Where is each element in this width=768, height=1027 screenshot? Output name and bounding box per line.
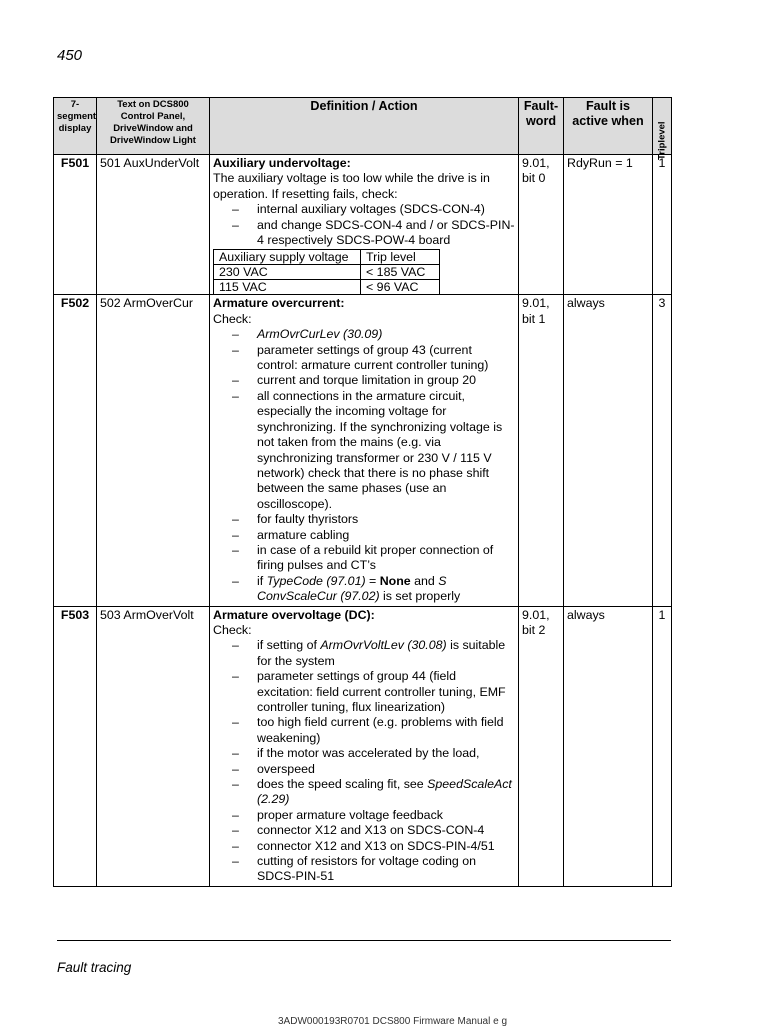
fault-panel-text: 501 AuxUnderVolt: [97, 155, 210, 295]
fault-title: Auxiliary undervoltage:: [213, 156, 351, 170]
list-item: – connector X12 and X13 on SDCS-CON-4: [213, 823, 515, 838]
fault-word-value: 9.01, bit 2: [519, 606, 564, 886]
list-item-text: is set properly: [379, 589, 461, 604]
list-item: – current and torque limitation in group 20: [213, 373, 515, 388]
supply-cell: < 185 VAC: [361, 265, 440, 280]
fault-definition: [210, 295, 519, 606]
header-text-on-panel: Text on DCS800 Control Panel, DriveWindow and DriveWindow Light: [97, 98, 210, 155]
list-item: – too high field current (e.g. problems with field weakening): [213, 715, 515, 746]
header-definition-action: Definition / Action: [210, 98, 519, 155]
header-trip-level-label: Triplevel: [656, 121, 668, 160]
fault-active-when-value: RdyRun = 1: [564, 155, 653, 295]
table-header-row: [54, 98, 672, 155]
fault-title: Armature overcurrent:: [213, 296, 345, 311]
check-list: [213, 202, 515, 248]
list-item-text: if: [257, 573, 267, 588]
fault-panel-text: 502 ArmOverCur: [97, 295, 210, 606]
supply-cell: 115 VAC: [214, 280, 361, 295]
fault-intro: Check:: [213, 311, 252, 326]
list-item-text: does the speed scaling fit, see: [257, 777, 428, 792]
list-item-param: S ConvScaleCur (97.02): [257, 573, 447, 604]
check-list: [213, 327, 515, 604]
header-fault-word: Fault-word: [519, 98, 564, 155]
fault-title: Armature overvoltage (DC):: [213, 607, 375, 622]
fault-active-when-value: always: [564, 295, 653, 606]
list-item: – for faulty thyristors: [213, 512, 515, 527]
fault-word-value: 9.01, bit 0: [519, 155, 564, 295]
table-row: [54, 606, 672, 886]
list-item: – internal auxiliary voltages (SDCS-CON-4): [213, 202, 515, 217]
header-fault-active-when: Fault is active when: [564, 98, 653, 155]
fault-table: [53, 97, 672, 887]
trip-level-value: 3: [653, 295, 672, 606]
check-list: [213, 638, 515, 885]
table-row: [54, 295, 672, 606]
footer-divider: [57, 940, 671, 941]
list-item: – proper armature voltage feedback: [213, 808, 515, 823]
page-number: 450: [57, 47, 83, 64]
list-item: – connector X12 and X13 on SDCS-PIN-4/51: [213, 839, 515, 854]
supply-header-trip: Trip level: [361, 250, 440, 265]
fault-definition: [210, 155, 519, 295]
header-trip-level: [653, 98, 672, 160]
supply-cell: < 96 VAC: [361, 280, 440, 295]
table-row: [54, 155, 672, 295]
footer-document-id: 3ADW000193R0701 DCS800 Firmware Manual e g: [278, 1016, 508, 1027]
list-item-text: if setting of: [257, 638, 321, 653]
list-item: [213, 638, 515, 669]
fault-definition: [210, 606, 519, 886]
list-item-param: SpeedScaleAct (2.29): [257, 777, 512, 807]
list-item: [213, 574, 515, 605]
fault-code: F501: [54, 155, 97, 295]
list-item: [213, 777, 515, 808]
list-item: – in case of a rebuild kit proper connection of firing pulses and CT’s: [213, 543, 515, 574]
supply-voltage-table: [213, 249, 440, 295]
list-item-value: None: [379, 573, 411, 588]
list-item: – and change SDCS-CON-4 and / or SDCS-PIN-4 respectively SDCS-POW-4 board: [213, 218, 515, 249]
trip-level-value: 1: [653, 155, 672, 295]
list-item-text: =: [365, 573, 380, 588]
list-item: – overspeed: [213, 762, 515, 777]
list-item: – if the motor was accelerated by the load,: [213, 746, 515, 761]
list-item: – parameter settings of group 44 (field excitation: field current controller tuning, EMF controller tuning, flux linearization): [213, 669, 515, 715]
fault-code: F503: [54, 606, 97, 886]
supply-cell: 230 VAC: [214, 265, 361, 280]
list-item: – ArmOvrCurLev (30.09): [213, 327, 515, 342]
list-item: – armature cabling: [213, 528, 515, 543]
fault-word-value: 9.01, bit 1: [519, 295, 564, 606]
list-item: – all connections in the armature circuit, especially the incoming voltage for synchronizing. If the synchronizing voltage is not taken from the mains (e.g. via synchronizing transformer or 230 V / 115 V network) check that there is no phase shift between the same phases (use an oscilloscope).: [213, 389, 515, 512]
list-item-text: is suitable for the system: [257, 638, 506, 668]
fault-intro: Check:: [213, 622, 252, 637]
fault-panel-text: 503 ArmOverVolt: [97, 606, 210, 886]
trip-level-value: 1: [653, 606, 672, 886]
list-item-param: ArmOvrVoltLev (30.08): [320, 638, 447, 653]
list-item-param: TypeCode (97.01): [266, 573, 366, 588]
supply-header-voltage: Auxiliary supply voltage: [214, 250, 361, 265]
fault-code: F502: [54, 295, 97, 606]
list-item: – parameter settings of group 43 (current control: armature current controller tuning): [213, 343, 515, 374]
fault-active-when-value: always: [564, 606, 653, 886]
list-item-text: and: [410, 573, 439, 588]
header-segment-display: 7-segment display: [54, 98, 97, 155]
fault-intro: The auxiliary voltage is too low while the drive is in operation. If resetting fails, check:: [213, 171, 490, 201]
list-item: – cutting of resistors for voltage coding on SDCS-PIN-51: [213, 854, 515, 885]
footer-section-title: Fault tracing: [57, 960, 132, 975]
